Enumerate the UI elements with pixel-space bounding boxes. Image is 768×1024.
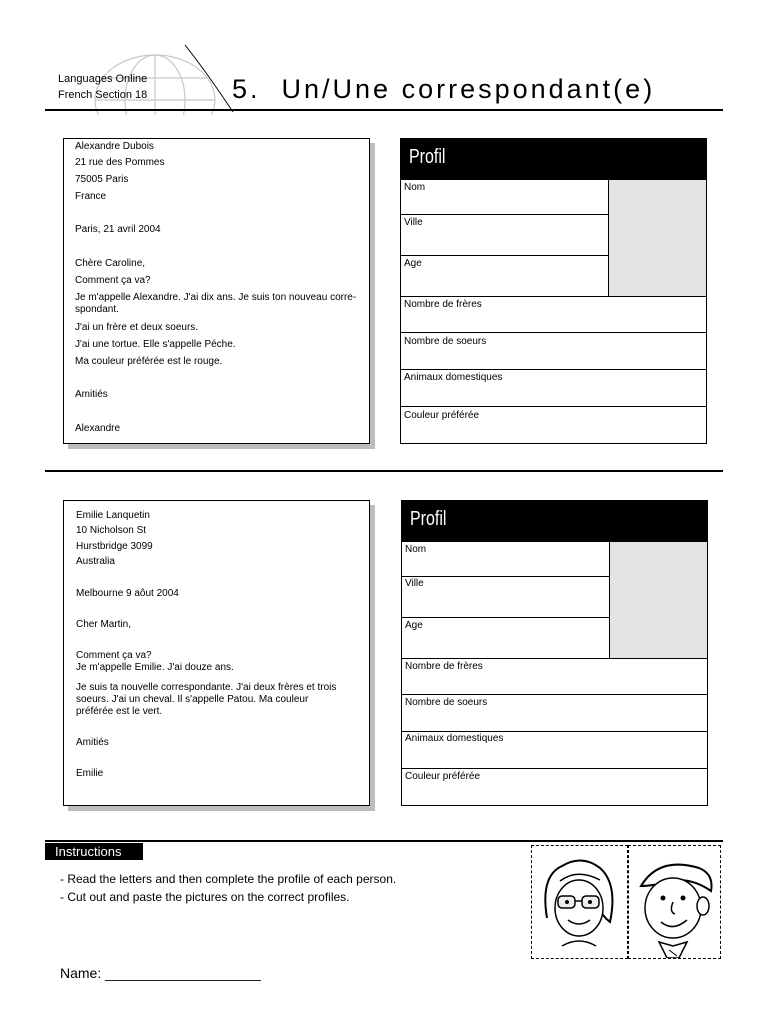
profile-heading: Profil bbox=[409, 146, 446, 168]
letter-line: Emilie Lanquetin bbox=[76, 510, 150, 521]
letter-line: Cher Martin, bbox=[76, 619, 132, 630]
letter-line: France bbox=[75, 191, 107, 202]
profile-heading: Profil bbox=[410, 508, 447, 530]
letter-line: Hurstbridge 3099 bbox=[76, 541, 153, 552]
letter-line: Emilie bbox=[76, 768, 104, 779]
letter-line: 21 rue des Pommes bbox=[75, 157, 165, 168]
letter-line: Chère Caroline, bbox=[75, 258, 146, 269]
field-label-nom: Nom bbox=[405, 544, 427, 555]
letter-line: Comment ça va? Je m'appelle Emilie. J'ai douze ans. bbox=[76, 650, 234, 673]
field-label-animaux: Animaux domestiques bbox=[404, 372, 503, 383]
field-label-couleur: Couleur préférée bbox=[404, 410, 480, 421]
instruction-item: - Cut out and paste the pictures on the correct profiles. bbox=[60, 890, 350, 904]
letter-line: Alexandre Dubois bbox=[75, 141, 154, 152]
cutout-girl[interactable] bbox=[531, 845, 628, 959]
letter-line: J'ai une tortue. Elle s'appelle Péche. bbox=[75, 339, 236, 350]
header-org: Languages Online bbox=[58, 73, 148, 85]
letter-line: Amitiés bbox=[75, 389, 108, 400]
header-section: French Section 18 bbox=[58, 89, 148, 101]
profile-card-1 bbox=[400, 138, 707, 444]
photo-placeholder bbox=[609, 180, 706, 296]
instructions-tag: Instructions bbox=[45, 843, 143, 860]
section-divider bbox=[45, 470, 723, 472]
letter-line: Ma couleur préférée est le rouge. bbox=[75, 356, 223, 367]
letter-line: 75005 Paris bbox=[75, 174, 129, 185]
letter-line: Paris, 21 avril 2004 bbox=[75, 224, 161, 235]
letter-line: Comment ça va? bbox=[75, 275, 151, 286]
letter-line: Je m'appelle Alexandre. J'ai dix ans. Je suis ton nouveau corre- spondant. bbox=[75, 292, 357, 315]
field-label-freres: Nombre de frères bbox=[405, 661, 483, 672]
instructions-rule bbox=[45, 840, 723, 842]
field-label-ville: Ville bbox=[405, 578, 424, 589]
field-label-animaux: Animaux domestiques bbox=[405, 733, 504, 744]
field-label-freres: Nombre de frères bbox=[404, 299, 482, 310]
field-label-age: Age bbox=[405, 620, 423, 631]
field-label-ville: Ville bbox=[404, 217, 423, 228]
cutout-boy[interactable] bbox=[628, 845, 721, 959]
letter-line: J'ai un frère et deux soeurs. bbox=[75, 322, 199, 333]
page-title: 5. Un/Une correspondant(e) bbox=[232, 74, 656, 104]
photo-placeholder bbox=[610, 542, 707, 658]
letter-line: Australia bbox=[76, 556, 115, 567]
header-rule bbox=[45, 109, 723, 111]
letter-line: Melbourne 9 aôut 2004 bbox=[76, 588, 179, 599]
boy-face-icon bbox=[629, 846, 720, 958]
profile-card-2 bbox=[401, 500, 708, 806]
girl-face-icon bbox=[532, 846, 627, 958]
letter-line: Alexandre bbox=[75, 423, 121, 434]
letter-line: Amitiés bbox=[76, 737, 109, 748]
instruction-item: - Read the letters and then complete the profile of each person. bbox=[60, 872, 397, 886]
field-label-soeurs: Nombre de soeurs bbox=[404, 336, 487, 347]
letter-line: 10 Nicholson St bbox=[76, 525, 147, 536]
field-label-age: Age bbox=[404, 258, 422, 269]
field-label-couleur: Couleur préférée bbox=[405, 771, 481, 782]
field-label-soeurs: Nombre de soeurs bbox=[405, 697, 488, 708]
letter-2 bbox=[63, 500, 370, 806]
letter-1 bbox=[63, 138, 370, 444]
field-label-nom: Nom bbox=[404, 182, 426, 193]
letter-line: Je suis ta nouvelle correspondante. J'ai deux frères et trois soeurs. J'ai un cheval. Il s'appelle Patou. Ma couleur préférée est le vert. bbox=[76, 682, 337, 717]
name-field[interactable]: Name: ____________________ bbox=[60, 965, 261, 981]
